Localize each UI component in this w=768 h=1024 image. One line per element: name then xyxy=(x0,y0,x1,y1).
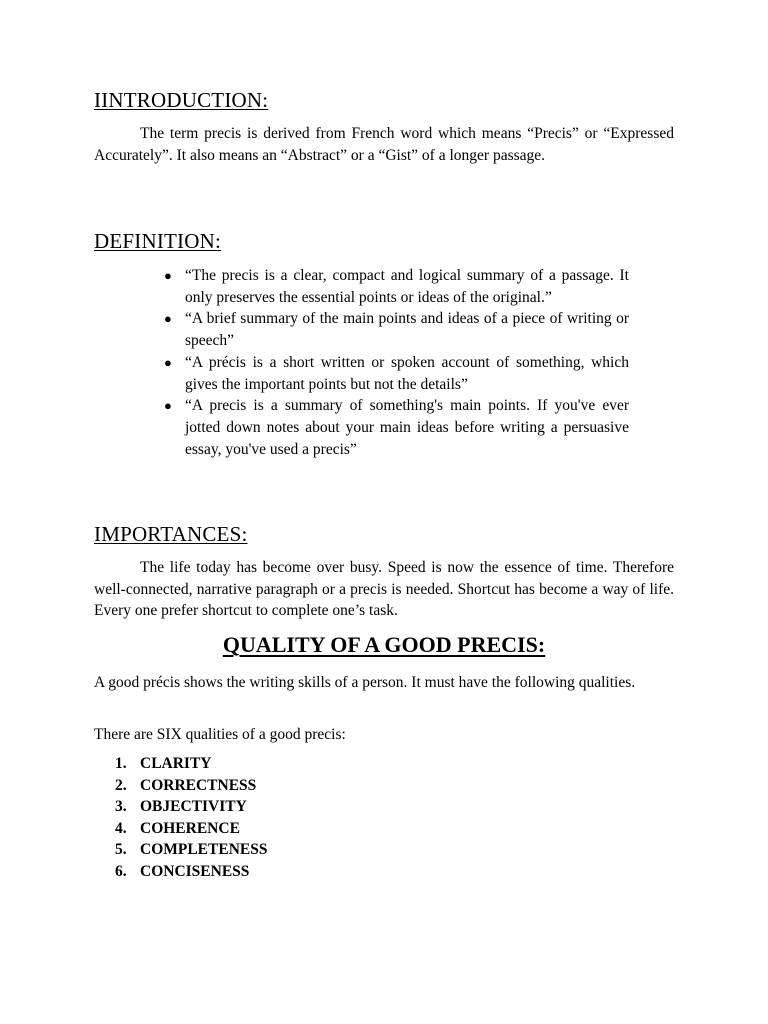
item-number: 6. xyxy=(115,862,127,880)
quality-intro-paragraph: A good précis shows the writing skills of a person. It must have the following qualities. xyxy=(94,674,636,691)
item-label: COHERENCE xyxy=(140,819,240,837)
item-number: 3. xyxy=(115,798,127,815)
bullet-icon: ● xyxy=(164,398,172,414)
definition-heading: DEFINITION: xyxy=(94,229,222,253)
qualities-list xyxy=(115,753,267,882)
definition-item xyxy=(164,352,629,395)
item-label: CLARITY xyxy=(140,755,212,772)
item-number: 4. xyxy=(115,819,127,837)
introduction-paragraph: The term precis is derived from French word which means “Precis” or “Expressed Accurately”. It also means an “Abstract” or a “Gist” of a longer passage. xyxy=(94,125,674,164)
definition-item-text: “The precis is a clear, compact and logical summary of a passage. It only preserves the essential points or ideas of the original.” xyxy=(185,267,629,306)
item-label: CORRECTNESS xyxy=(140,776,257,794)
item-number: 1. xyxy=(115,755,127,772)
item-number: 5. xyxy=(115,841,127,858)
quality-item xyxy=(115,839,267,861)
definition-item-text: “A precis is a summary of something's main points. If you've ever jotted down notes about your main ideas before writing a persuasive essay, you've used a precis” xyxy=(185,397,629,458)
quality-lead-text: There are SIX qualities of a good precis: xyxy=(94,726,346,743)
importances-paragraph: The life today has become over busy. Speed is now the essence of time. Therefore well-connected, narrative paragraph or a precis is needed. Shortcut has become a way of life. Every one prefer shortcut to complete one’s task. xyxy=(94,559,674,620)
quality-item xyxy=(115,861,267,883)
bullet-icon: ● xyxy=(164,311,172,327)
definition-item-text: “A précis is a short written or spoken account of something, which gives the important points but not the details” xyxy=(185,353,629,393)
item-label: OBJECTIVITY xyxy=(140,798,247,815)
importances-heading: IMPORTANCES: xyxy=(94,522,248,546)
definition-item-text: “A brief summary of the main points and ideas of a piece of writing or speech” xyxy=(185,310,629,350)
item-label: CONCISENESS xyxy=(140,862,250,880)
definition-item xyxy=(164,395,629,460)
item-number: 2. xyxy=(115,776,127,794)
quality-item xyxy=(115,796,267,818)
quality-item xyxy=(115,818,267,840)
bullet-icon: ● xyxy=(164,268,172,283)
quality-item xyxy=(115,753,267,775)
introduction-heading: IINTRODUCTION: xyxy=(94,88,269,112)
quality-heading: QUALITY OF A GOOD PRECIS: xyxy=(222,632,546,657)
quality-item xyxy=(115,775,267,797)
bullet-icon: ● xyxy=(164,354,172,370)
definition-item xyxy=(164,265,629,308)
definition-item xyxy=(164,308,629,351)
definition-list xyxy=(164,265,629,460)
item-label: COMPLETENESS xyxy=(140,841,268,858)
